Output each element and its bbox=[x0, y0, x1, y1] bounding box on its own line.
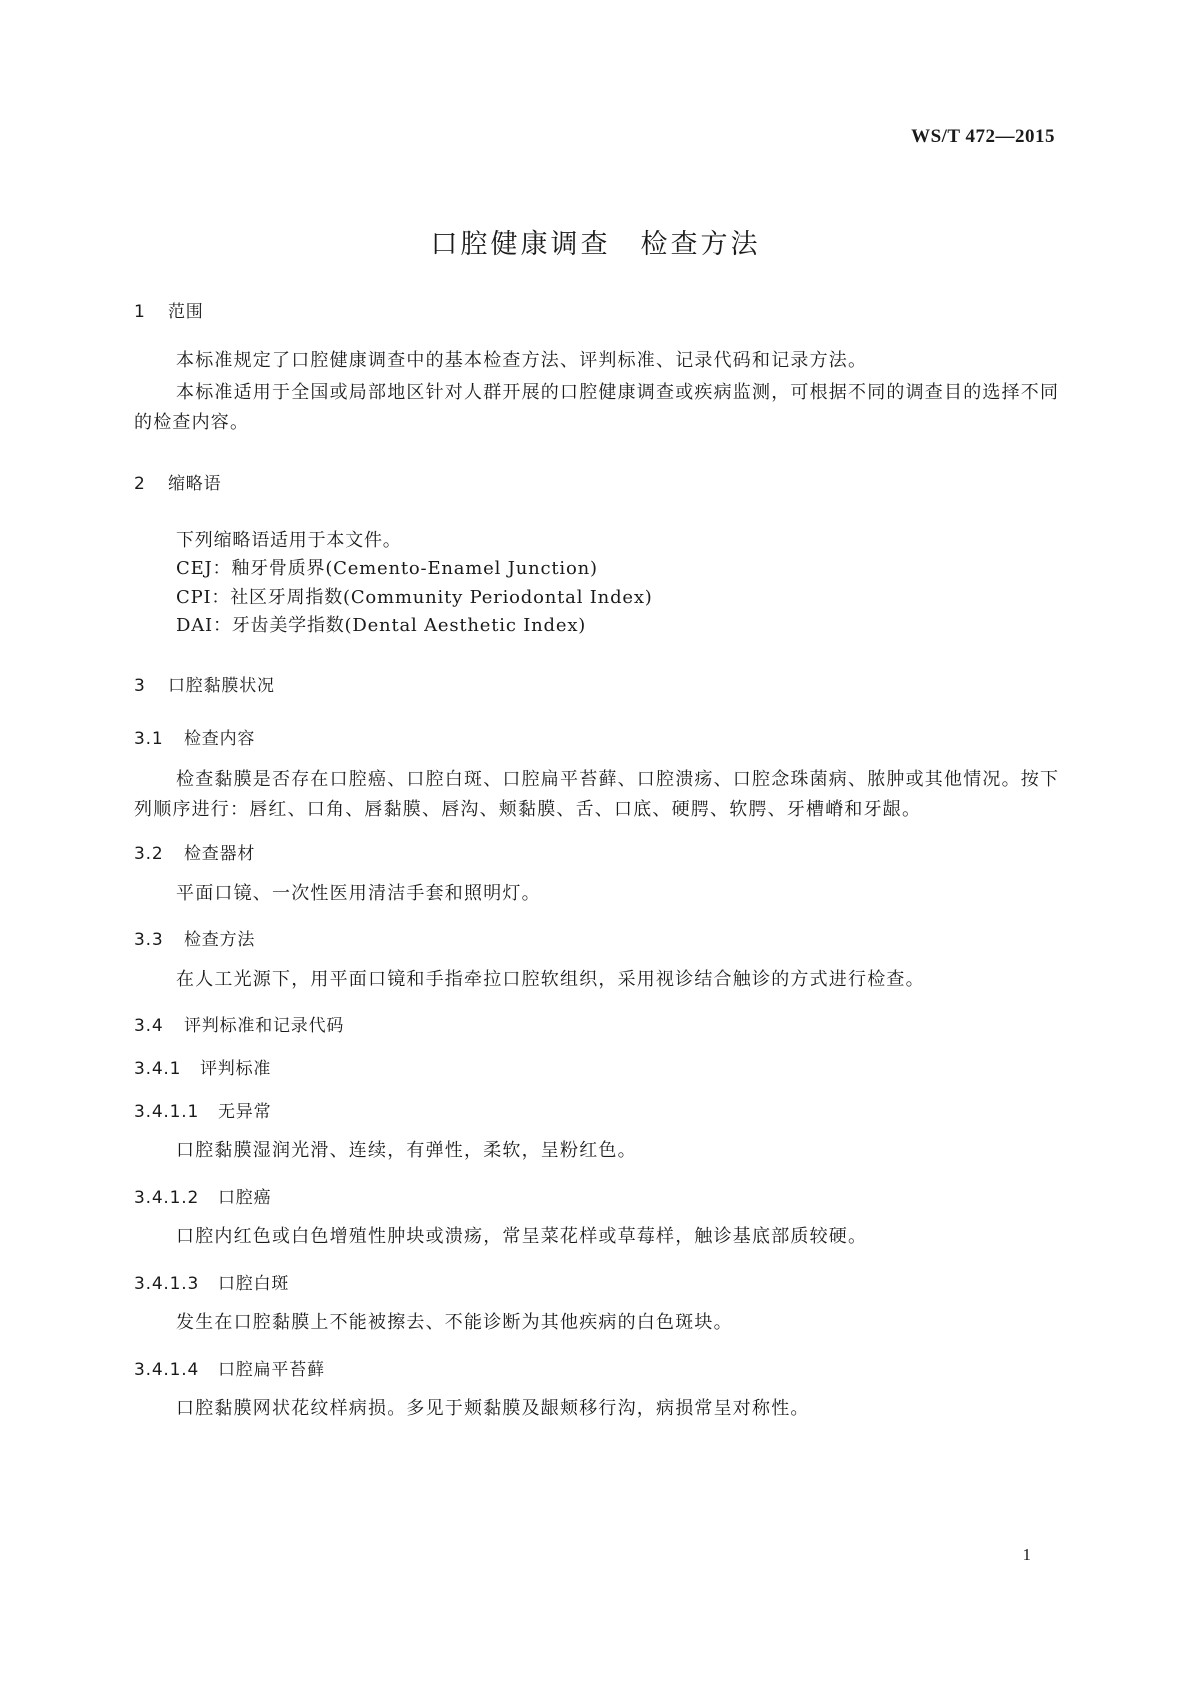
section-title: 检查内容 bbox=[184, 729, 256, 749]
section-3-3-heading bbox=[134, 925, 255, 950]
section-number: 3.4.1.3 bbox=[134, 1274, 200, 1294]
paragraph: 发生在口腔黏膜上不能被擦去、不能诊断为其他疾病的白色斑块。 bbox=[176, 1312, 733, 1333]
section-number: 3.4.1 bbox=[134, 1059, 182, 1079]
paragraph: 本标准适用于全国或局部地区针对人群开展的口腔健康调查或疾病监测，可根据不同的调查目的选择不同的检查内容。 bbox=[134, 382, 1060, 433]
section-number: 3.4.1.2 bbox=[134, 1188, 200, 1208]
section-3-2-heading bbox=[134, 839, 255, 864]
section-number: 3.4 bbox=[134, 1016, 164, 1036]
paragraph: 口腔黏膜湿润光滑、连续，有弹性，柔软，呈粉红色。 bbox=[176, 1140, 637, 1161]
paragraph: 口腔黏膜网状花纹样病损。多见于颊黏膜及龈颊移行沟，病损常呈对称性。 bbox=[176, 1398, 810, 1419]
section-1-heading bbox=[134, 297, 204, 322]
section-3-1-heading bbox=[134, 724, 255, 749]
section-title: 范围 bbox=[168, 302, 204, 322]
standard-code: WS/T 472—2015 bbox=[911, 126, 1055, 147]
section-3-4-1-heading bbox=[134, 1054, 271, 1079]
section-title: 口腔黏膜状况 bbox=[168, 676, 275, 696]
section-number: 3.4.1.1 bbox=[134, 1102, 200, 1122]
section-title: 口腔白斑 bbox=[218, 1274, 290, 1294]
section-title: 检查器材 bbox=[184, 844, 256, 864]
section-title: 检查方法 bbox=[184, 930, 256, 950]
paragraph: 口腔内红色或白色增殖性肿块或溃疡，常呈菜花样或草莓样，触诊基底部质较硬。 bbox=[176, 1226, 868, 1247]
section-number: 1 bbox=[134, 302, 146, 322]
section-title: 缩略语 bbox=[168, 474, 222, 494]
abbreviation-item: CEJ：釉牙骨质界(Cemento-Enamel Junction) bbox=[176, 558, 598, 579]
section-number: 3 bbox=[134, 676, 146, 696]
paragraph: 在人工光源下，用平面口镜和手指牵拉口腔软组织，采用视诊结合触诊的方式进行检查。 bbox=[176, 969, 925, 990]
section-title: 口腔扁平苔藓 bbox=[218, 1360, 325, 1380]
paragraph: 本标准规定了口腔健康调查中的基本检查方法、评判标准、记录代码和记录方法。 bbox=[176, 350, 868, 371]
section-number: 3.2 bbox=[134, 844, 164, 864]
section-number: 3.3 bbox=[134, 930, 164, 950]
section-3-4-1-3-heading bbox=[134, 1269, 289, 1294]
section-title: 无异常 bbox=[218, 1102, 272, 1122]
section-number: 3.1 bbox=[134, 729, 164, 749]
section-title: 评判标准 bbox=[200, 1059, 272, 1079]
section-3-4-1-4-heading bbox=[134, 1355, 325, 1380]
abbreviation-item: DAI：牙齿美学指数(Dental Aesthetic Index) bbox=[176, 615, 587, 636]
abbreviation-intro: 下列缩略语适用于本文件。 bbox=[176, 530, 402, 551]
section-title: 评判标准和记录代码 bbox=[184, 1016, 345, 1036]
section-title: 口腔癌 bbox=[218, 1188, 272, 1208]
section-number: 3.4.1.4 bbox=[134, 1360, 200, 1380]
paragraph: 平面口镜、一次性医用清洁手套和照明灯。 bbox=[176, 883, 541, 904]
abbreviation-item: CPI：社区牙周指数(Community Periodontal Index) bbox=[176, 587, 653, 608]
section-3-4-1-1-heading bbox=[134, 1097, 271, 1122]
section-number: 2 bbox=[134, 474, 146, 494]
section-3-4-heading bbox=[134, 1011, 344, 1036]
section-3-4-1-2-heading bbox=[134, 1183, 271, 1208]
paragraph: 检查黏膜是否存在口腔癌、口腔白斑、口腔扁平苔藓、口腔溃疡、口腔念珠菌病、脓肿或其他情况。按下列顺序进行：唇红、口角、唇黏膜、唇沟、颊黏膜、舌、口底、硬腭、软腭、牙槽嵴和牙龈。 bbox=[134, 769, 1060, 820]
section-2-heading bbox=[134, 469, 221, 494]
page-number: 1 bbox=[1022, 1545, 1031, 1564]
document-title: 口腔健康调查 检查方法 bbox=[430, 229, 761, 260]
section-3-heading bbox=[134, 671, 275, 696]
